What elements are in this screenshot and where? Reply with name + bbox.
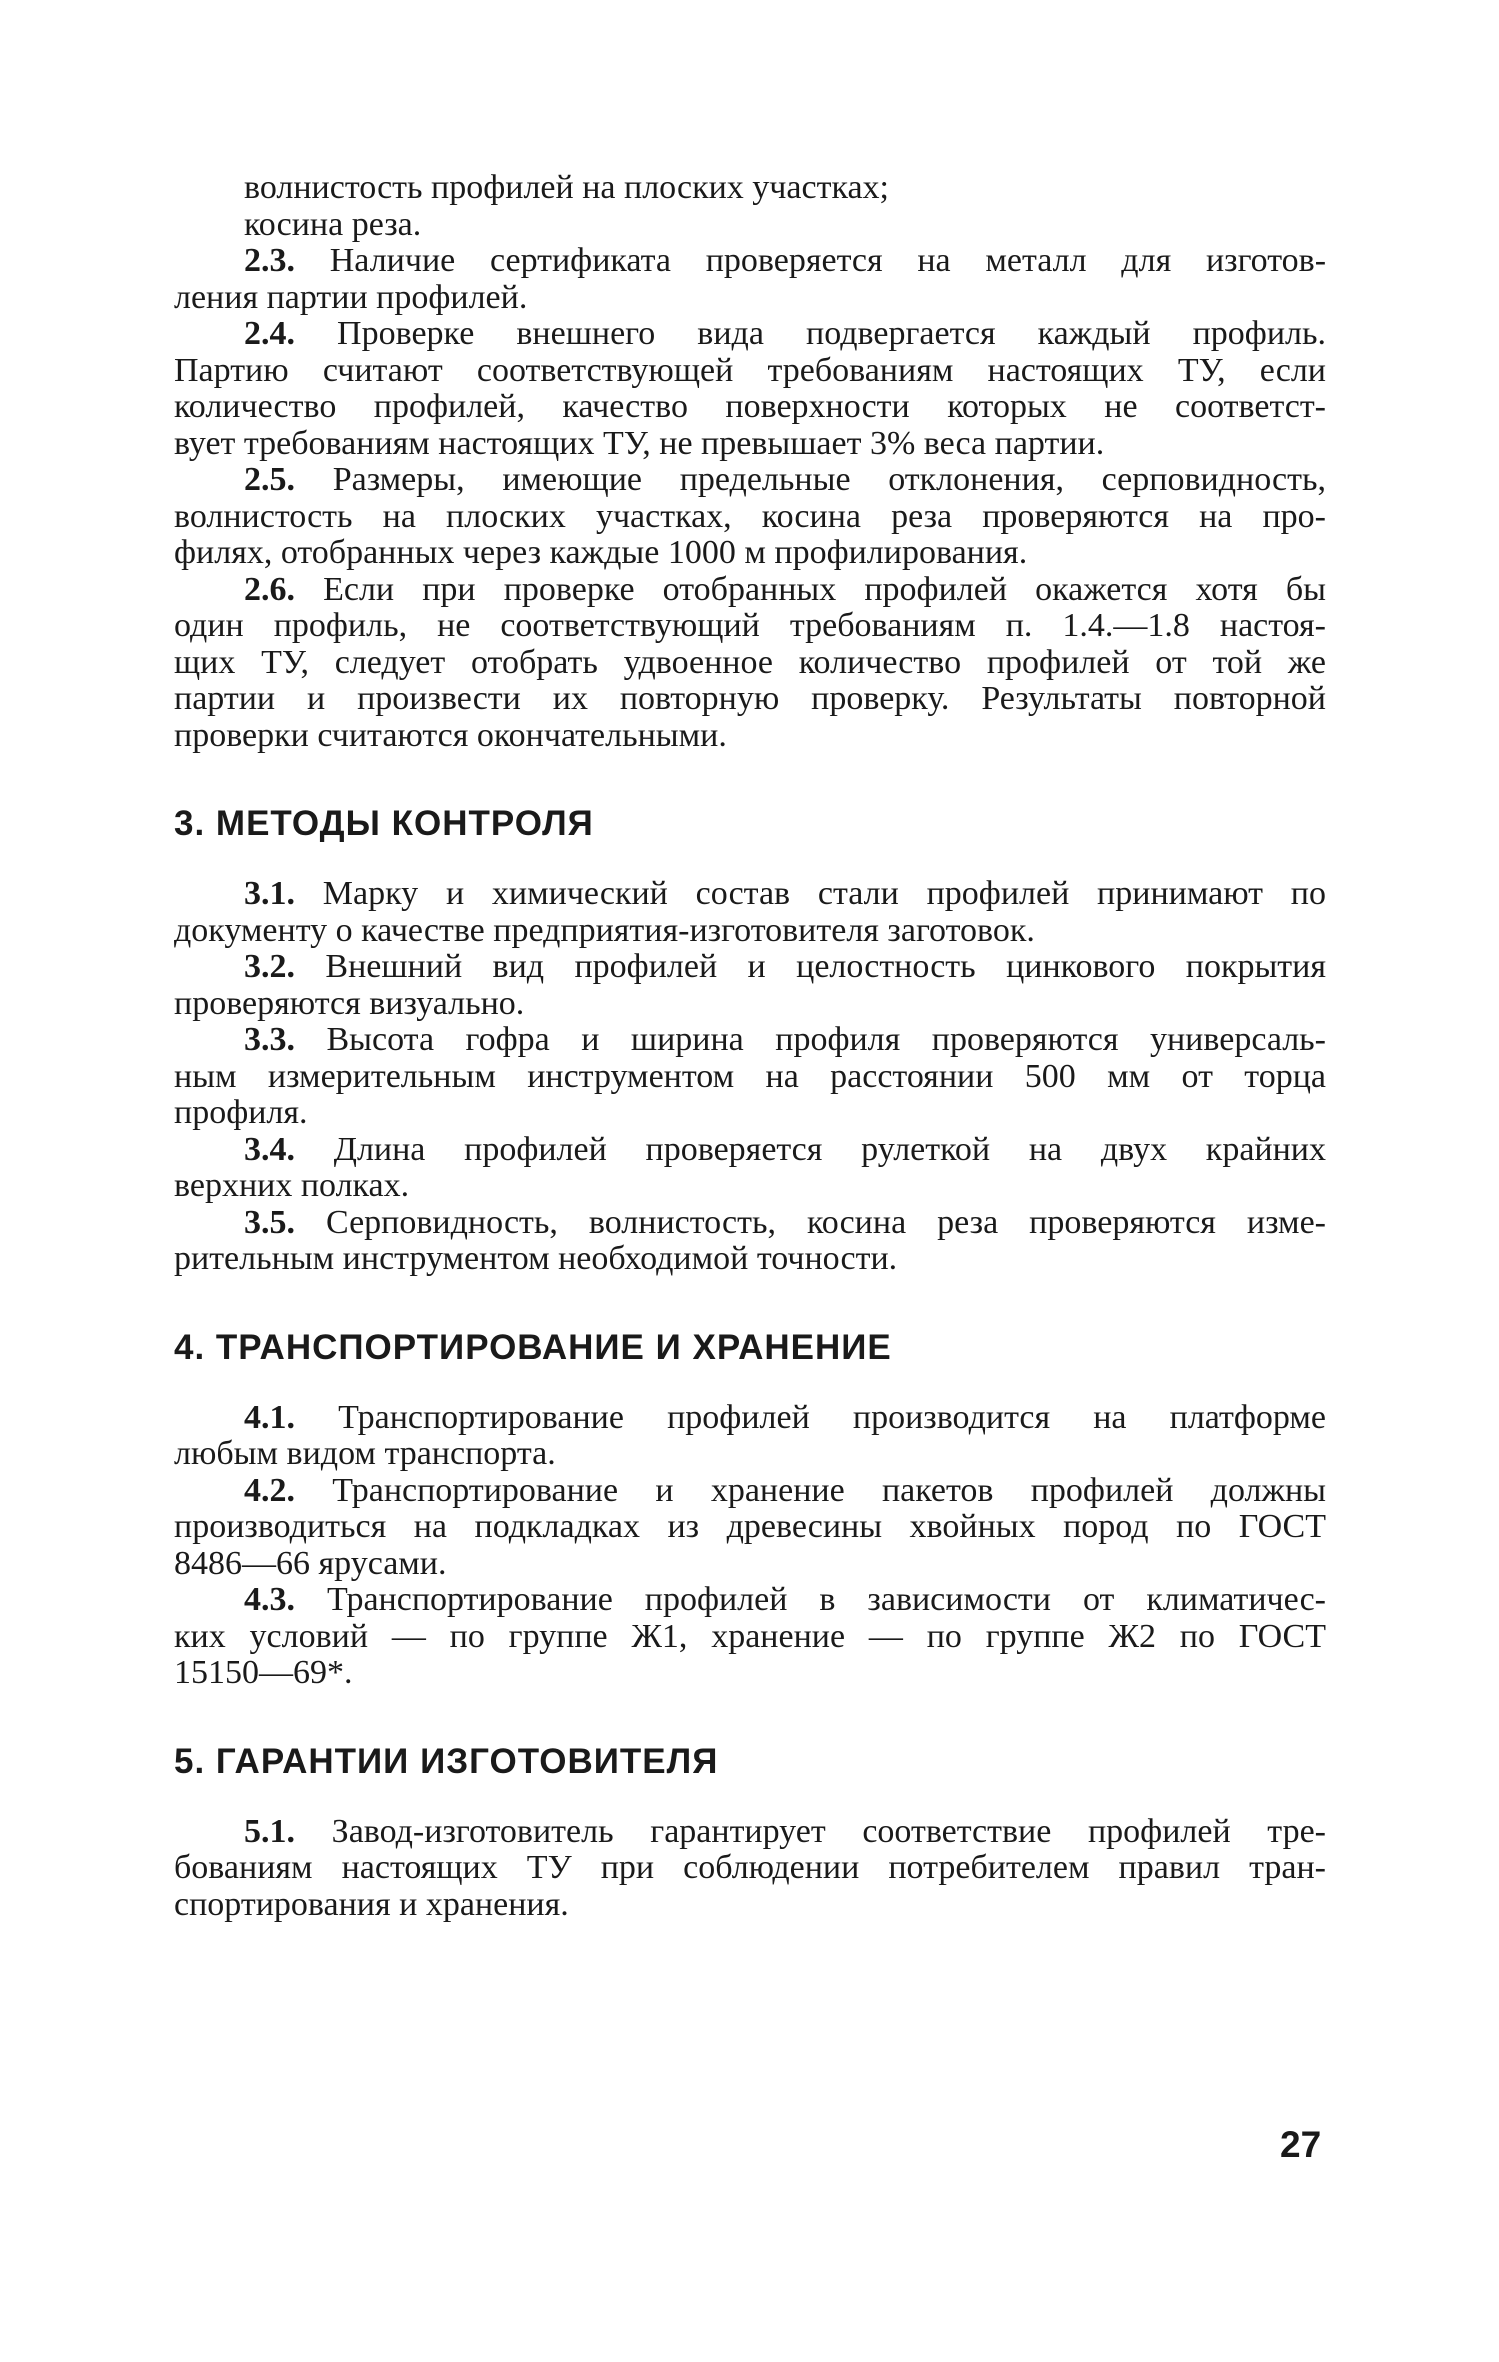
clause-number: 2.4.	[244, 315, 295, 352]
clause-number: 5.1.	[244, 1812, 295, 1850]
paragraph-2-6-line: один профиль, не соответствующий требованиям п. 1.4.—1.8 настоя-	[174, 607, 1326, 644]
paragraph-2-4-line: Партию считают соответствующей требованиям настоящих ТУ, если	[174, 351, 1326, 389]
paragraph-text: Высота гофра и ширина профиля проверяются универсаль-	[326, 1021, 1327, 1058]
paragraph-text: Если при проверке отобранных профилей окажется хотя бы	[323, 570, 1326, 608]
clause-number: 3.3.	[244, 1021, 295, 1058]
paragraph-text: Размеры, имеющие предельные отклонения, серповидность,	[332, 461, 1327, 498]
paragraph-2-6-line: партии и произвести их повторную проверку. Результаты повторной	[174, 680, 1326, 717]
paragraph-text: Транспортирование профилей в зависимости от климатичес-	[326, 1581, 1326, 1618]
paragraph-2-3-line	[174, 243, 1326, 280]
section-3-heading: 3. МЕТОДЫ КОНТРОЛЯ	[174, 804, 594, 843]
paragraph-3-1-line: документу о качестве предприятия-изготовителя заготовок.	[174, 911, 1035, 949]
paragraph-4-3-line: 15150—69*.	[174, 1654, 353, 1691]
paragraph-3-1-line	[174, 876, 1326, 913]
clause-number: 4.3.	[244, 1581, 295, 1618]
paragraph-2-6-line: проверки считаются окончательными.	[174, 716, 727, 754]
paragraph-5-1-line: бованиям настоящих ТУ при соблюдении потребителем правил тран-	[174, 1849, 1326, 1886]
clause-number: 2.6.	[244, 570, 295, 608]
paragraph-4-1-line: любым видом транспорта.	[174, 1435, 556, 1472]
section-4-heading: 4. ТРАНСПОРТИРОВАНИЕ И ХРАНЕНИЕ	[174, 1327, 892, 1367]
clause-number: 3.2.	[244, 948, 295, 985]
paragraph-4-1-line	[174, 1400, 1326, 1437]
paragraph-3-5-line	[174, 1205, 1326, 1242]
clause-number: 4.1.	[244, 1398, 295, 1436]
clause-number: 2.5.	[244, 461, 295, 498]
paragraph-3-2-line: проверяются визуально.	[174, 984, 525, 1022]
paragraph-5-1-line	[174, 1814, 1326, 1851]
paragraph-text: Серповидность, волнистость, косина реза проверяются изме-	[326, 1203, 1326, 1241]
clause-number: 3.4.	[244, 1130, 295, 1168]
paragraph-4-3-line: ких условий — по группе Ж1, хранение — по группе Ж2 по ГОСТ	[174, 1617, 1326, 1655]
paragraph-text: Транспортирование и хранение пакетов профилей должны	[332, 1471, 1326, 1509]
paragraph-4-2-line	[174, 1473, 1326, 1510]
paragraph-text: Марку и химический состав стали профилей принимают по	[322, 875, 1327, 912]
paragraph-3-3-line: ным измерительным инструментом на расстоянии 500 мм от торца	[174, 1057, 1326, 1095]
paragraph-text: Внешний вид профилей и целостность цинкового покрытия	[325, 948, 1327, 985]
clause-number: 2.3.	[244, 242, 295, 279]
section-5-heading: 5. ГАРАНТИИ ИЗГОТОВИТЕЛЯ	[174, 1741, 719, 1781]
paragraph-4-2-line: 8486—66 ярусами.	[174, 1544, 447, 1582]
paragraph-text: Наличие сертификата проверяется на металл для изготов-	[329, 242, 1327, 279]
paragraph-5-1-line: спортирования и хранения.	[174, 1885, 569, 1923]
paragraph-3-2-line	[174, 949, 1326, 986]
paragraph-3-3-line	[174, 1022, 1326, 1059]
paragraph-2-5-line: волнистость на плоских участках, косина реза проверяются на про-	[174, 497, 1326, 535]
paragraph-2-4-line: количество профилей, качество поверхности которых не соответст-	[174, 388, 1326, 425]
paragraph-2-4-line	[174, 316, 1326, 353]
paragraph-text: Длина профилей проверяется рулеткой на двух крайних	[333, 1130, 1327, 1168]
page-body	[174, 170, 1326, 1923]
paragraph-2-5-line: филях, отобранных через каждые 1000 м профилирования.	[174, 534, 1028, 571]
paragraph-2-5-line	[174, 462, 1326, 499]
paragraph-2-3-line: ления партии профилей.	[174, 278, 528, 316]
paragraph-3-4-line: верхних полках.	[174, 1167, 410, 1204]
paragraph-text: Завод-изготовитель гарантирует соответствие профилей тре-	[331, 1812, 1326, 1850]
clause-number: 4.2.	[244, 1471, 295, 1509]
paragraph-4-3-line	[174, 1582, 1326, 1619]
paragraph-text: Проверке внешнего вида подвергается каждый профиль.	[337, 315, 1326, 352]
paragraph-3-5-line: рительным инструментом необходимой точности.	[174, 1240, 898, 1277]
paragraph-text: Транспортирование профилей производится на платформе	[338, 1398, 1326, 1436]
continuation-line: косина реза.	[244, 205, 422, 243]
paragraph-2-6-line: щих ТУ, следует отобрать удвоенное количество профилей от той же	[174, 643, 1326, 681]
clause-number: 3.5.	[244, 1203, 295, 1241]
paragraph-3-4-line	[174, 1132, 1326, 1169]
paragraph-4-2-line: производиться на подкладках из древесины хвойных пород по ГОСТ	[174, 1508, 1326, 1545]
paragraph-2-6-line	[174, 572, 1326, 609]
page-number: 27	[1280, 2124, 1322, 2165]
continuation-line: волнистость профилей на плоских участках;	[244, 169, 889, 206]
clause-number: 3.1.	[244, 875, 295, 912]
paragraph-3-3-line: профиля.	[174, 1094, 308, 1131]
paragraph-2-4-line: вует требованиям настоящих ТУ, не превышает 3% веса партии.	[174, 424, 1105, 462]
